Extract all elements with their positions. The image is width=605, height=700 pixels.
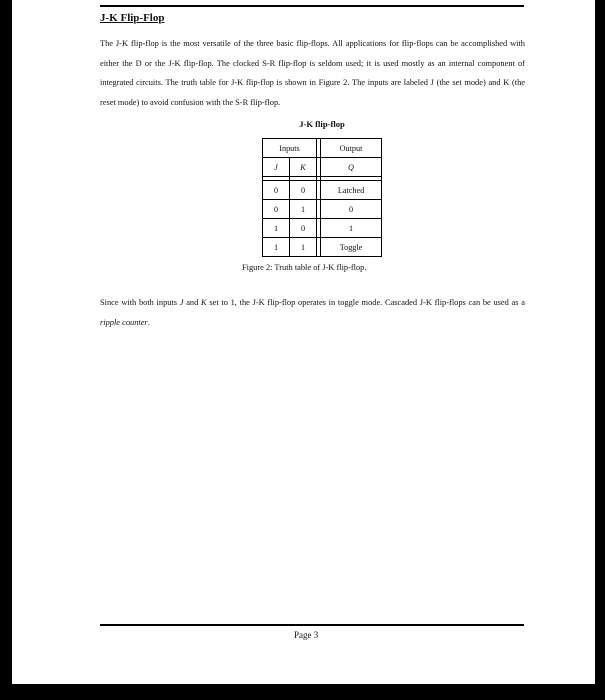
top-rule	[100, 5, 524, 7]
cell-q: 0	[321, 200, 382, 219]
cell-j: 1	[263, 238, 290, 257]
page-number: Page 3	[294, 630, 319, 640]
figure-caption: Figure 2: Truth table of J-K flip-flop.	[242, 263, 367, 272]
inputs-header: Inputs	[263, 139, 317, 158]
cell-q: 1	[321, 219, 382, 238]
document-page	[12, 0, 595, 684]
cell-j: 0	[263, 200, 290, 219]
cell-j: 1	[263, 219, 290, 238]
table-row	[263, 238, 382, 257]
cell-j: 0	[263, 181, 290, 200]
truth-table	[262, 138, 382, 257]
table-header-row	[263, 139, 382, 158]
cell-k: 0	[290, 181, 317, 200]
cell-q: Latched	[321, 181, 382, 200]
truth-table-title: J-K flip-flop	[299, 119, 345, 129]
cell-q: Toggle	[321, 238, 382, 257]
cell-k: 1	[290, 238, 317, 257]
ripple-counter-term: ripple counter	[100, 317, 148, 327]
output-header: Output	[321, 139, 382, 158]
intro-paragraph	[100, 22, 525, 112]
table-row	[263, 200, 382, 219]
col-j-header: J	[263, 158, 290, 177]
col-q-header: Q	[321, 158, 382, 177]
table-subheader-row	[263, 158, 382, 177]
cell-k: 1	[290, 200, 317, 219]
bottom-rule	[100, 624, 524, 626]
intro-text: The J-K flip-flop is the most versatile of the three basic flip-flops. All applications for flip-flops can be accomplished with either the D or the J-K flip-flop. The clocked S-R flip-flop is seldom used; it is used mostly as an internal component of integrated circuits. The truth table for J-K flip-flop is shown in Figure 2. The inputs are labeled J (the set mode) and K (the reset mode) to avoid confusion with the S-R flip-flop.	[100, 39, 525, 107]
col-k-header: K	[290, 158, 317, 177]
table-row	[263, 219, 382, 238]
cell-k: 0	[290, 219, 317, 238]
section-heading: J-K Flip-Flop	[100, 12, 165, 24]
closing-paragraph: Since with both inputs J and K set to 1, the J-K flip-flop operates in toggle mode. Cascaded J-K flip-flops can be used as a ripple counter.	[100, 298, 525, 327]
table-row	[263, 181, 382, 200]
